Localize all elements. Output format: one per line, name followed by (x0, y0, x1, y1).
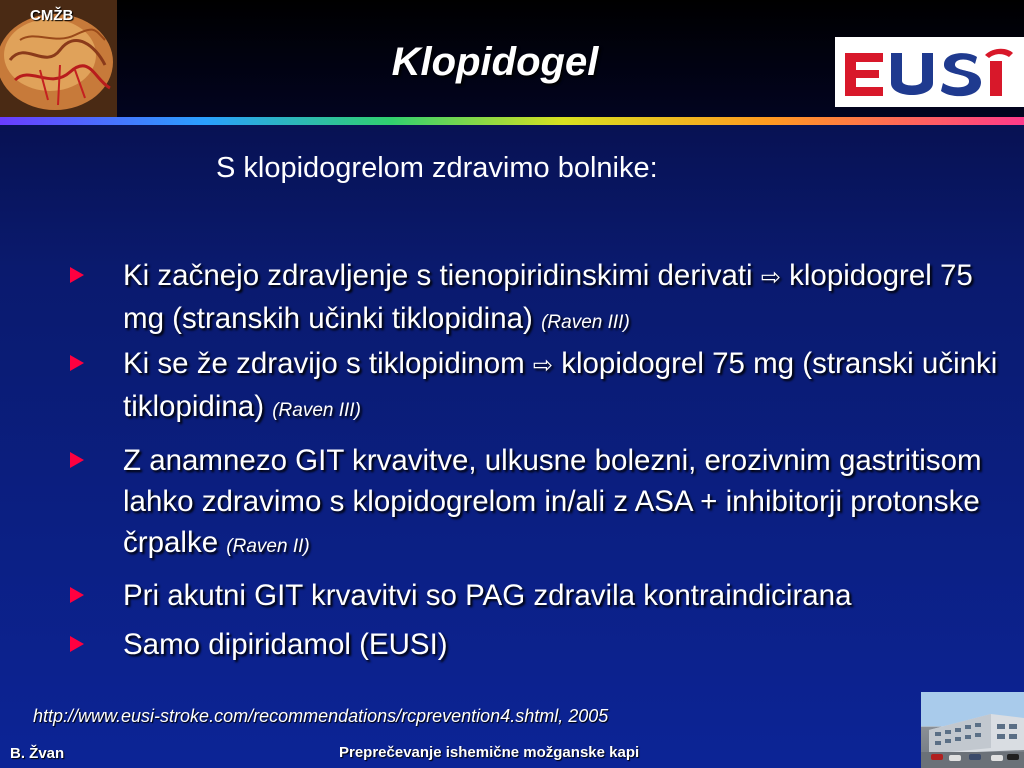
bullet-marker-icon (70, 355, 84, 371)
building-photo (921, 692, 1024, 768)
bullet-text: Ki se že zdravijo s tiklopidinom (123, 347, 533, 380)
citation: (Raven II) (226, 536, 310, 557)
list-item (62, 624, 1002, 665)
logo-label: CMŽB (30, 7, 74, 24)
bullet-marker-icon (70, 636, 84, 652)
arrow-right-icon: ⇨ (760, 264, 781, 291)
arrow-right-icon: ⇨ (532, 352, 553, 379)
bullet-marker-icon (70, 452, 84, 468)
list-item (62, 440, 1002, 567)
citation: (Raven III) (541, 312, 630, 333)
reference-url: http://www.eusi-stroke.com/recommendations/rcprevention4.shtml, 2005 (33, 706, 609, 726)
bullet-text: Z anamnezo GIT krvavitve, ulkusne bolezni, erozivnim gastritisom lahko zdravimo s klopidogrelom in/ali z ASA + inhibitorji protonske črpalke (123, 444, 982, 559)
brain-icon (0, 0, 117, 117)
bullet-text: klopidogrel 75 mg (stranski učinki tiklopidina) (123, 347, 998, 423)
bullet-marker-icon (70, 267, 84, 283)
bullet-text: Samo dipiridamol (EUSI) (123, 628, 448, 661)
slide-subtitle: S klopidogrelom zdravimo bolnike: (216, 152, 658, 184)
bullet-text: Pri akutni GIT krvavitvi so PAG zdravila kontraindicirana (123, 579, 852, 612)
list-item (62, 575, 1002, 616)
bullet-list (62, 255, 1002, 665)
bullet-text: Ki začnejo zdravljenje s tienopiridinskimi derivati (123, 259, 761, 292)
rainbow-divider (0, 117, 1024, 125)
footer-author: B. Žvan (10, 745, 65, 762)
citation: (Raven III) (272, 400, 361, 421)
list-item (62, 255, 1002, 343)
slide-title: Klopidogel (391, 40, 599, 84)
list-item (62, 343, 1002, 431)
bullet-text: klopidogrel 75 mg (stranskih učinki tiklopidina) (123, 259, 973, 335)
eusi-logo (835, 37, 1024, 107)
bullet-marker-icon (70, 587, 84, 603)
footer-title: Preprečevanje ishemične možganske kapi (339, 744, 640, 761)
